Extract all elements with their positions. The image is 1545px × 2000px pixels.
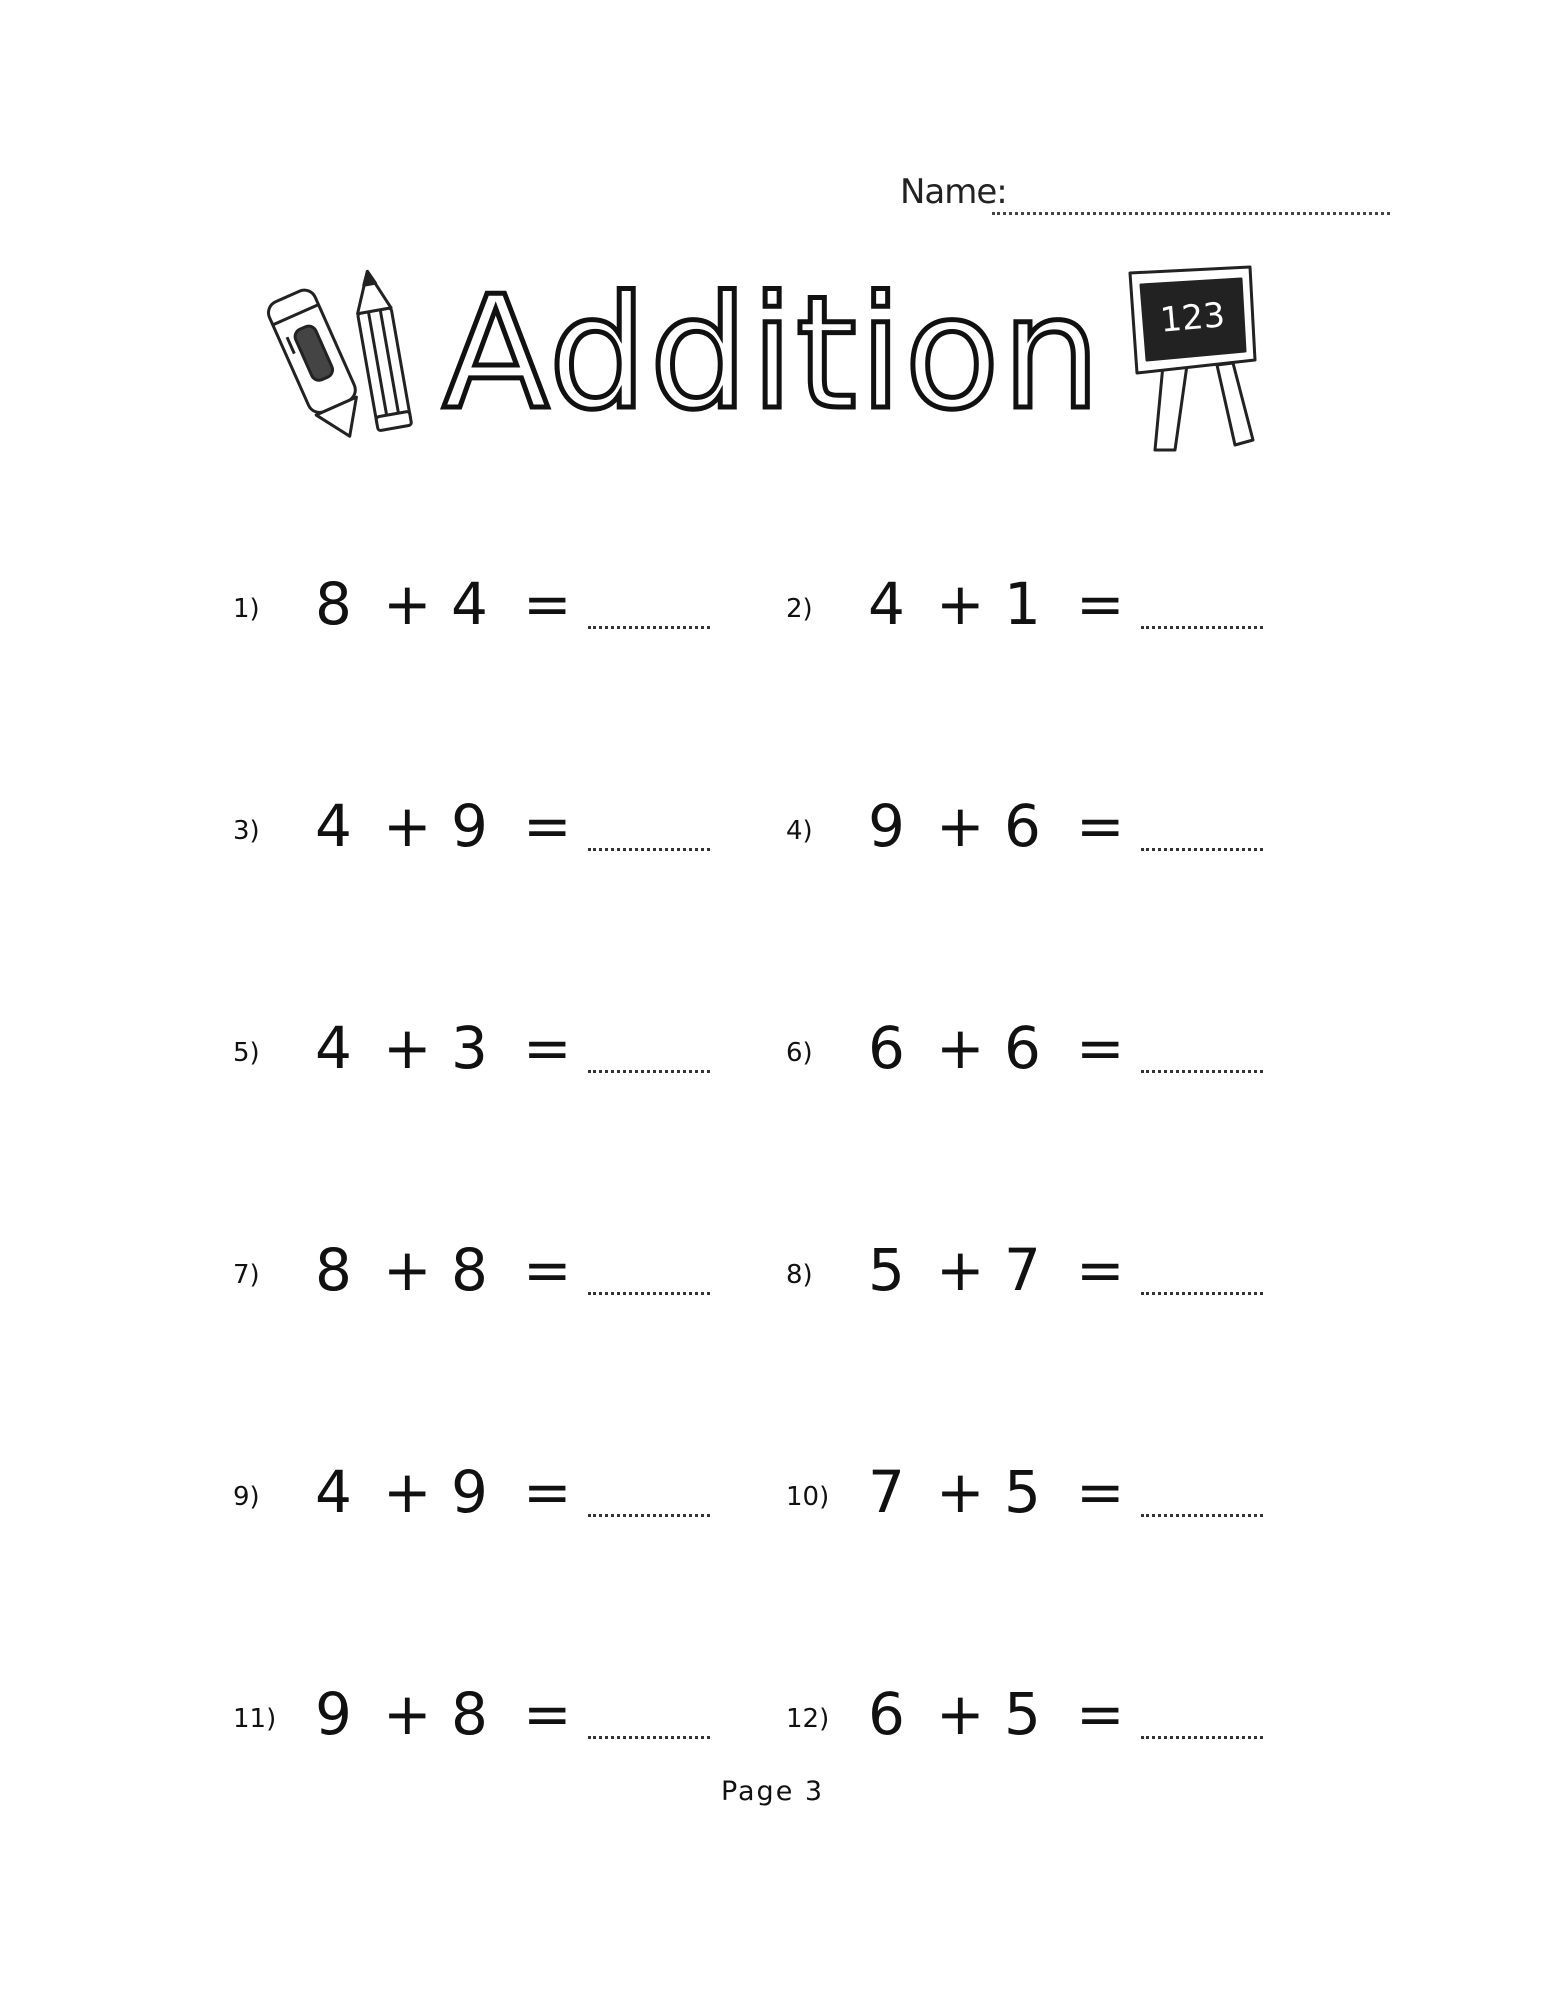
answer-blank[interactable]: [1141, 848, 1263, 851]
problem-number: 12): [786, 1704, 830, 1734]
equals-sign: =: [523, 1680, 572, 1748]
answer-blank[interactable]: [588, 1070, 710, 1073]
addend-a: 4: [315, 1458, 352, 1526]
addend-a: 7: [868, 1458, 905, 1526]
addend-b: 5: [1004, 1680, 1041, 1748]
chalkboard-easel-icon: [1125, 265, 1270, 455]
page-title: Addition: [442, 262, 1103, 444]
addend-b: 1: [1004, 570, 1041, 638]
addend-a: 9: [868, 792, 905, 860]
equals-sign: =: [1076, 1680, 1125, 1748]
addend-b: 3: [451, 1014, 488, 1082]
problem-number: 3): [233, 816, 260, 846]
plus-sign: +: [383, 1236, 432, 1304]
equals-sign: =: [1076, 1014, 1125, 1082]
addend-b: 4: [451, 570, 488, 638]
problem-number: 5): [233, 1038, 260, 1068]
addend-a: 8: [315, 1236, 352, 1304]
problem-number: 9): [233, 1482, 260, 1512]
answer-blank[interactable]: [588, 1292, 710, 1295]
equals-sign: =: [523, 792, 572, 860]
addend-a: 8: [315, 570, 352, 638]
addend-b: 8: [451, 1236, 488, 1304]
problem-number: 10): [786, 1482, 830, 1512]
answer-blank[interactable]: [1141, 1514, 1263, 1517]
answer-blank[interactable]: [588, 626, 710, 629]
plus-sign: +: [936, 1680, 985, 1748]
plus-sign: +: [383, 792, 432, 860]
addend-b: 5: [1004, 1458, 1041, 1526]
addend-b: 7: [1004, 1236, 1041, 1304]
equals-sign: =: [523, 1458, 572, 1526]
plus-sign: +: [383, 1014, 432, 1082]
answer-blank[interactable]: [1141, 1070, 1263, 1073]
problem-number: 1): [233, 594, 260, 624]
plus-sign: +: [383, 1458, 432, 1526]
answer-blank[interactable]: [588, 1736, 710, 1739]
equals-sign: =: [523, 1236, 572, 1304]
name-field: [900, 172, 1390, 222]
page-number: Page 3: [720, 1776, 825, 1807]
plus-sign: +: [936, 1236, 985, 1304]
answer-blank[interactable]: [1141, 1292, 1263, 1295]
name-blank-line[interactable]: [992, 212, 1390, 215]
answer-blank[interactable]: [588, 848, 710, 851]
addend-b: 9: [451, 1458, 488, 1526]
problem-number: 8): [786, 1260, 813, 1290]
problem-number: 4): [786, 816, 813, 846]
problem-number: 11): [233, 1704, 277, 1734]
equals-sign: =: [1076, 570, 1125, 638]
board-text: 123: [1158, 295, 1227, 341]
problem-number: 2): [786, 594, 813, 624]
addend-a: 6: [868, 1014, 905, 1082]
addend-b: 8: [451, 1680, 488, 1748]
answer-blank[interactable]: [588, 1514, 710, 1517]
addend-a: 4: [315, 792, 352, 860]
equals-sign: =: [1076, 1458, 1125, 1526]
plus-sign: +: [936, 1014, 985, 1082]
problem-number: 7): [233, 1260, 260, 1290]
equals-sign: =: [523, 570, 572, 638]
answer-blank[interactable]: [1141, 1736, 1263, 1739]
plus-sign: +: [383, 1680, 432, 1748]
addend-a: 9: [315, 1680, 352, 1748]
addend-b: 6: [1004, 1014, 1041, 1082]
plus-sign: +: [936, 792, 985, 860]
answer-blank[interactable]: [1141, 626, 1263, 629]
addend-a: 6: [868, 1680, 905, 1748]
addend-a: 5: [868, 1236, 905, 1304]
plus-sign: +: [936, 570, 985, 638]
addend-b: 6: [1004, 792, 1041, 860]
equals-sign: =: [523, 1014, 572, 1082]
problem-number: 6): [786, 1038, 813, 1068]
addend-b: 9: [451, 792, 488, 860]
plus-sign: +: [936, 1458, 985, 1526]
equals-sign: =: [1076, 1236, 1125, 1304]
addend-a: 4: [315, 1014, 352, 1082]
equals-sign: =: [1076, 792, 1125, 860]
name-label: Name:: [900, 172, 1007, 212]
addend-a: 4: [868, 570, 905, 638]
plus-sign: +: [383, 570, 432, 638]
